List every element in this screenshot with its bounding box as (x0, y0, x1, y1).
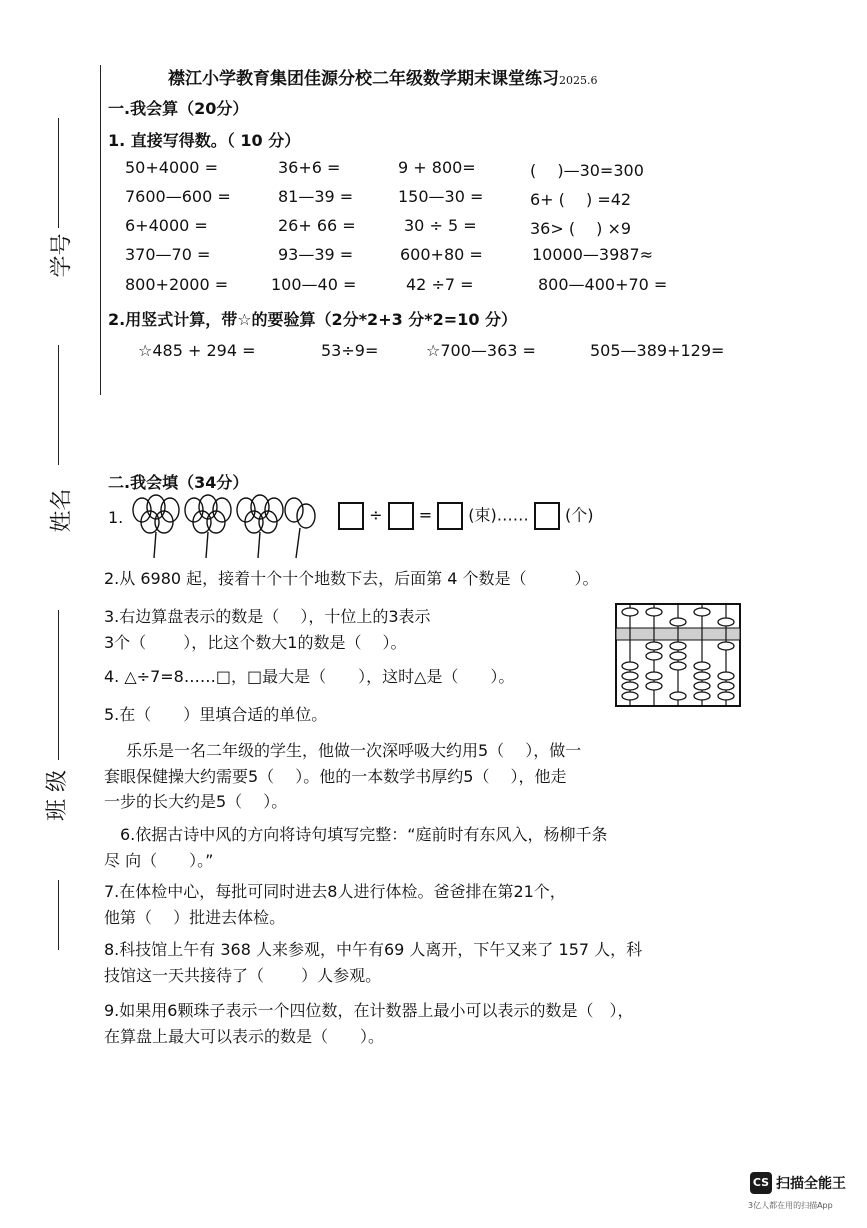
calc-r2-c3: 150—30 = (398, 187, 484, 206)
s2-q6-line2: 尽 向（ ）。” (104, 851, 214, 870)
balloon-bunch-2 (185, 495, 231, 558)
s2-q9-line2: 在算盘上最大可以表示的数是（ ）。 (104, 1027, 385, 1046)
class-line-bottom (58, 880, 59, 950)
calc-r1-c2: 36+6 = (278, 158, 341, 177)
calc-r5-c3: 42 ÷7 = (406, 275, 474, 294)
s2-q1-number: 1. (108, 508, 124, 527)
s2-q8-line1: 8.科技馆上午有 368 人来参观，中午有69 人离开，下午又来了 157 人，科 (104, 940, 643, 959)
answer-box-quotient[interactable] (437, 502, 463, 530)
section1-q2-title: 2.用竖式计算，带☆的要验算（2分*2+3 分*2=10 分） (108, 310, 518, 329)
s2-q9-line1: 9.如果用6颗珠子表示一个四位数，在计数器上最小可以表示的数是（ ）， (104, 1001, 634, 1020)
balloon-bunch-1 (133, 495, 179, 558)
calc-r4-c4: 10000—3987≈ (532, 245, 654, 264)
title-date: 2025.6 (559, 74, 598, 87)
binding-line (100, 65, 101, 395)
student-no-label: 学号 (49, 233, 75, 278)
unit-items: (个) (564, 505, 594, 525)
calc-r1-c3: 9 + 800= (398, 158, 476, 177)
binding-strip (0, 0, 100, 1228)
calc-r4-c3: 600+80 = (400, 245, 483, 264)
vertical-calc-1: ☆485 + 294 = (138, 341, 256, 360)
calc-r4-c1: 370—70 = (125, 245, 211, 264)
s2-q5-para-line3: 一步的长大约是5（ ）。 (104, 792, 288, 811)
class-line-top (58, 610, 59, 760)
equals-sign: = (418, 505, 433, 525)
s2-q2: 2.从 6980 起，接着十个十个地数下去，后面第 4 个数是（ ）。 (104, 569, 599, 588)
s2-q3-line1: 3.右边算盘表示的数是（ ），十位上的3表示 (104, 607, 431, 626)
page-title (168, 64, 598, 89)
balloon-bunches (130, 494, 320, 560)
s2-q5-para-line2: 套眼保健操大约需要5（ ）。他的一本数学书厚约5（ ），他走 (104, 767, 567, 786)
calc-r3-c4: 36> ( ) ×9 (530, 219, 632, 238)
s2-q7-line2: 他第（ ）批进去体检。 (104, 908, 286, 927)
class-label: 班 级 (45, 770, 70, 821)
name-label: 姓名 (49, 488, 75, 533)
scanner-logo-icon: CS (750, 1172, 772, 1194)
calc-r1-c4: ( )—30=300 (530, 161, 644, 180)
s2-q5: 5.在（ ）里填合适的单位。 (104, 705, 328, 724)
answer-box-dividend[interactable] (338, 502, 364, 530)
title-text: 襟江小学教育集团佳源分校二年级数学期末课堂练习 (168, 69, 559, 89)
scanner-tagline: 3亿人都在用的扫描App (748, 1201, 833, 1210)
section1-title: 一.我会算（20分） (108, 99, 249, 118)
calc-r3-c1: 6+4000 = (125, 216, 208, 235)
s2-q6-line1: 6.依据古诗中风的方向将诗句填写完整：“庭前时有东风入，杨柳千条 (120, 825, 608, 844)
vertical-calc-3: ☆700—363 = (426, 341, 536, 360)
s2-q5-para-line1: 乐乐是一名二年级的学生，他做一次深呼吸大约用5（ ），做一 (126, 741, 582, 760)
s2-q3-line2: 3个（ ），比这个数大1的数是（ ）。 (104, 633, 407, 652)
calc-r5-c2: 100—40 = (271, 275, 357, 294)
calc-r3-c3: 30 ÷ 5 = (404, 216, 477, 235)
calc-r5-c4: 800—400+70 = (538, 275, 668, 294)
calc-r4-c2: 93—39 = (278, 245, 354, 264)
calc-r1-c1: 50+4000 = (125, 158, 218, 177)
calc-r5-c1: 800+2000 = (125, 275, 229, 294)
unit-bundles: (束)…… (468, 505, 529, 525)
s2-q7-line1: 7.在体检中心，每批可同时进去8人进行体检。爸爸排在第21个， (104, 882, 566, 901)
answer-box-divisor[interactable] (388, 502, 414, 530)
balloon-bunch-4 (285, 498, 315, 558)
calc-r2-c4: 6+ ( ) =42 (530, 190, 632, 209)
calc-r2-c2: 81—39 = (278, 187, 354, 206)
calc-r2-c1: 7600—600 = (125, 187, 231, 206)
section1-q1-title: 1. 直接写得数。（ 10 分） (108, 131, 301, 150)
section2-title: 二.我会填（34分） (108, 473, 249, 492)
answer-box-remainder[interactable] (534, 502, 560, 530)
s2-q4: 4. △÷7=8……□，□最大是（ ），这时△是（ ）。 (104, 667, 515, 686)
calc-r3-c2: 26+ 66 = (278, 216, 356, 235)
s2-q1-equation (338, 502, 593, 530)
divide-sign: ÷ (369, 505, 383, 525)
balloon-bunch-3 (237, 495, 283, 558)
name-line (58, 345, 59, 465)
student-no-line (58, 118, 59, 228)
abacus-diagram (614, 602, 742, 708)
vertical-calc-2: 53÷9= (321, 341, 379, 360)
scanner-app-name: 扫描全能王 (776, 1176, 846, 1192)
vertical-calc-4: 505—389+129= (590, 341, 725, 360)
s2-q8-line2: 技馆这一天共接待了（ ）人参观。 (104, 966, 382, 985)
